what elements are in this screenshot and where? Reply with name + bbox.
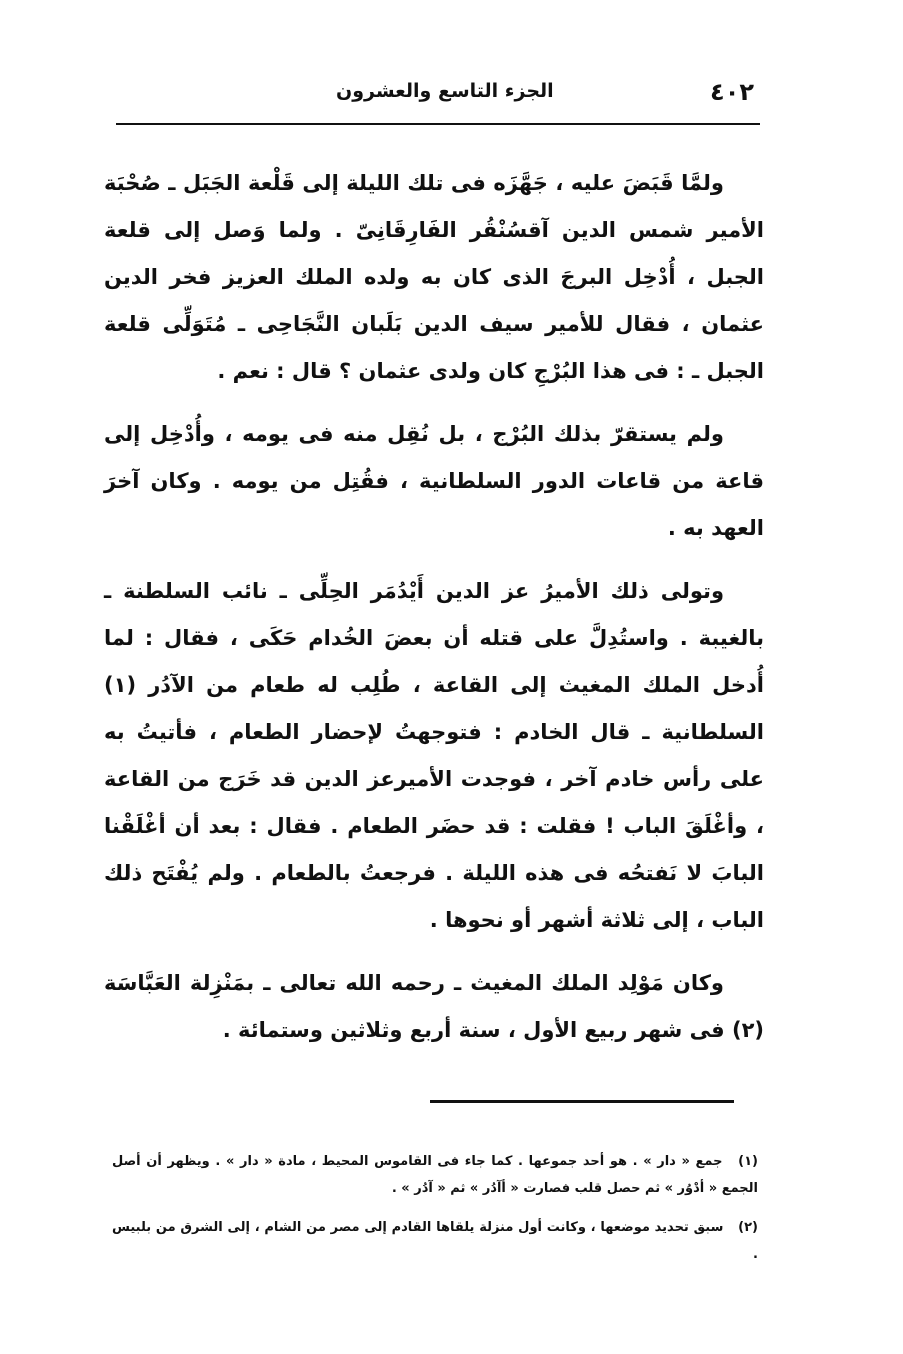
paragraph-1: ولمَّا قَبَضَ عليه ، جَهَّزَه فى تلك الليلة إلى قَلْعة الجَبَل ـ صُحْبَة الأمير شمس الدين آقسُنْقُر الفَارِقَانِىّ . ولما وَصل إلى قلعة الجبل ، أُدْخِل البرجَ الذى كان به ولده الملك العزيز فخر الدين عثمان ، فقال للأمير سيف الدين بَلَبان النَّجَاحِى ـ مُتَوَلِّى قلعة الجبل ـ : فى هذا البُرْجِ كان ولدى عثمان ؟ قال : نعم . [104,171,764,383]
page-number: ٤٠٢ [710,78,754,106]
footnote-marker: (٢) [738,1220,758,1235]
footnotes [112,1148,758,1280]
footnote-rule [430,1100,734,1103]
footnote-1 [112,1148,758,1202]
paragraph-2: ولم يستقرّ بذلك البُرْج ، بل نُقِل منه فى يومه ، وأُدْخِل إلى قاعة من قاعات الدور السلطانية ، فقُتِل من يومه . وكان آخرَ العهد به . [104,422,764,540]
header-rule [116,123,760,125]
main-text [104,160,764,1054]
footnote-2 [112,1214,758,1268]
footnote-text: سبق تحديد موضعها ، وكانت أول منزلة يلقاها القادم إلى مصر من الشام ، إلى الشرق من بلبيس . [112,1220,758,1262]
page-header [116,74,760,114]
paragraph-4: وكان مَوْلِد الملك المغيث ـ رحمه الله تعالى ـ بمَنْزِلة العَبَّاسَة (٢) فى شهر ربيع الأول ، سنة أربع وثلاثين وستمائة . [104,971,764,1042]
footnote-text: جمع « دار » . هو أحد جموعها . كما جاء فى القاموس المحيط ، مادة « دار » . ويظهر أن أصل الجمع « أدْوُر » ثم حصل قلب فصارت « أآدُر » ثم « آدُر » . [112,1154,758,1196]
paragraph-3: وتولى ذلك الأميرُ عز الدين أَيْدُمَر الحِلِّى ـ نائب السلطنة ـ بالغيبة . واستُدِلَّ على قتله أن بعضَ الخُدام حَكَى ، فقال : لما أُدخل الملك المغيث إلى القاعة ، طُلِب له طعام من الآدُر (١) السلطانية ـ قال الخادم : فتوجهتُ لإحضار الطعام ، فأتيتُ به على رأس خادم آخر ، فوجدت الأميرعز الدين قد خَرَج من القاعة ، وأغْلَقَ الباب ! فقلت : قد حضَر الطعام . فقال : بعد أن أغْلَقْنا البابَ لا نَفتحُه فى هذه الليلة . فرجعتُ بالطعام . ولم يُفْتَح ذلك الباب ، إلى ثلاثة أشهر أو نحوها . [104,579,764,932]
running-title: الجزء التاسع والعشرون [336,80,554,102]
footnote-marker: (١) [738,1154,758,1169]
